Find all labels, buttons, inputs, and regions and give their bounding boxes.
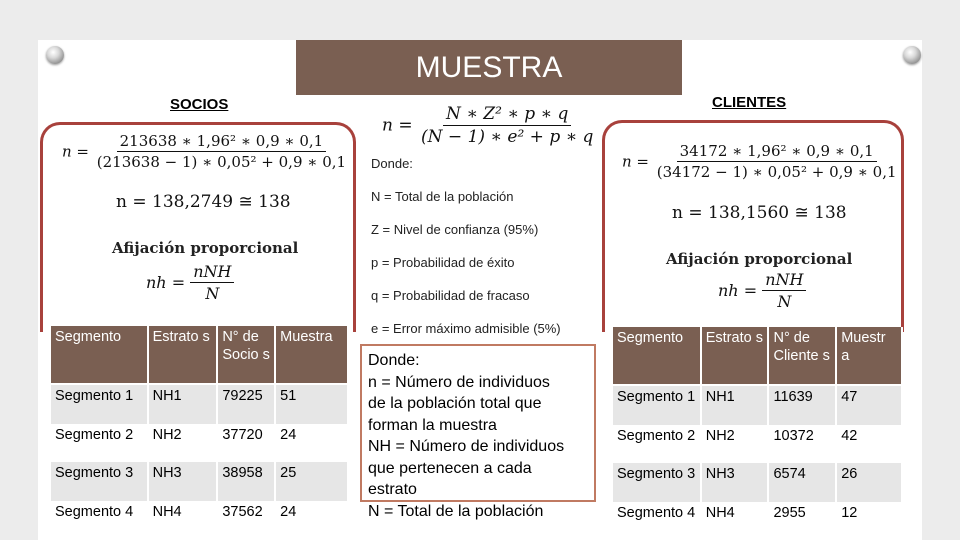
- clientes-afijacion: Afijación proporcional: [666, 250, 853, 268]
- clientes-nh-formula: nh = $\frac{\text{nNH}}{N}$: [718, 270, 806, 311]
- table-cell: Segmento 3: [51, 462, 148, 501]
- table-cell: 24: [275, 501, 348, 540]
- general-formula: n = $\frac{\text{N ∗ Z² ∗ p ∗ q}}{\text{(N − 1) ∗ e² + p ∗ q}}$: [382, 104, 594, 147]
- header-cell: Estrato s: [701, 327, 769, 385]
- definition-donde: Donde:: [371, 156, 413, 171]
- table-cell: Segmento 2: [613, 425, 701, 463]
- header-cell: Estrato s: [148, 326, 218, 384]
- table-cell: 24: [275, 424, 348, 462]
- table-row: [613, 502, 902, 540]
- socios-nh-formula: nh = $\frac{\text{nNH}}{N}$: [146, 262, 234, 303]
- table-row: [51, 424, 348, 462]
- table-cell: 38958: [217, 462, 275, 501]
- donde-box: [360, 344, 596, 520]
- table-row: [613, 463, 902, 502]
- table-row: [613, 425, 902, 463]
- header-cell: Segmento: [613, 327, 701, 385]
- header-cell: N° de Socio s: [217, 326, 275, 384]
- table-cell: 6574: [768, 463, 836, 502]
- donde-line: Donde:: [368, 352, 420, 369]
- table-cell: Segmento 4: [51, 501, 148, 540]
- clientes-label: CLIENTES: [712, 94, 787, 111]
- table-cell: NH3: [148, 462, 218, 501]
- donde-line: que pertenecen a cada: [368, 459, 532, 477]
- table-cell: NH3: [701, 463, 769, 502]
- clientes-result: n = 138,1560 ≅ 138: [672, 203, 847, 223]
- table-cell: Segmento 1: [51, 384, 148, 424]
- definition-p: p = Probabilidad de éxito: [371, 255, 515, 270]
- definition-e: e = Error máximo admisible (5%): [371, 321, 561, 336]
- pin-icon: [903, 46, 921, 64]
- table-cell: NH4: [148, 501, 218, 540]
- table-cell: 37562: [217, 501, 275, 540]
- socios-formula: n = $\frac{\text{213638 ∗ 1,96² ∗ 0,9 ∗ 0,1}}{\text{(213638 − 1) ∗ 0,05² + 0,9 ∗ 0,1}}$: [62, 132, 347, 171]
- table-cell: 10372: [768, 425, 836, 463]
- table-cell: 42: [836, 425, 902, 463]
- table-cell: Segmento 4: [613, 502, 701, 540]
- header-cell: N° de Cliente s: [768, 327, 836, 385]
- table-cell: NH4: [701, 502, 769, 540]
- donde-line: estrato: [368, 481, 417, 498]
- table-cell: NH1: [148, 384, 218, 424]
- donde-line: n = Número de individuos: [368, 373, 550, 391]
- table-row: [51, 462, 348, 501]
- table-cell: 79225: [217, 384, 275, 424]
- donde-line: NH = Número de individuos: [368, 438, 565, 455]
- table-cell: 26: [836, 463, 902, 502]
- donde-line: de la población total que: [368, 395, 542, 412]
- table-cell: 25: [275, 462, 348, 501]
- clientes-table: [613, 327, 903, 540]
- table-header: [613, 327, 902, 385]
- header-cell: Muestra: [275, 326, 348, 384]
- definition-q: q = Probabilidad de fracaso: [371, 288, 530, 303]
- table-header: [51, 326, 348, 384]
- donde-line: N = Total de la población: [368, 502, 544, 520]
- table-cell: Segmento 3: [613, 463, 701, 502]
- table-cell: 37720: [217, 424, 275, 462]
- definition-z: Z = Nivel de confianza (95%): [371, 222, 539, 237]
- header-cell: Segmento: [51, 326, 148, 384]
- donde-line: forman la muestra: [368, 416, 497, 434]
- definition-n: N = Total de la población: [371, 189, 514, 204]
- socios-table: [51, 326, 349, 540]
- table-row: [51, 501, 348, 540]
- table-cell: 47: [836, 385, 902, 425]
- table-cell: 11639: [768, 385, 836, 425]
- socios-label: SOCIOS: [170, 96, 229, 113]
- table-row: [613, 385, 902, 425]
- table-cell: 2955: [768, 502, 836, 540]
- header-cell: Muestr a: [836, 327, 902, 385]
- table-cell: 51: [275, 384, 348, 424]
- socios-afijacion: Afijación proporcional: [112, 239, 299, 257]
- table-cell: NH2: [148, 424, 218, 462]
- socios-result: n = 138,2749 ≅ 138: [116, 192, 291, 212]
- table-cell: NH2: [701, 425, 769, 463]
- page-title: MUESTRA: [296, 40, 682, 95]
- table-cell: Segmento 2: [51, 424, 148, 462]
- table-row: [51, 384, 348, 424]
- table-cell: NH1: [701, 385, 769, 425]
- table-cell: 12: [836, 502, 902, 540]
- table-cell: Segmento 1: [613, 385, 701, 425]
- pin-icon: [46, 46, 64, 64]
- clientes-formula: n = $\frac{\text{34172 ∗ 1,96² ∗ 0,9 ∗ 0,1}}{\text{(34172 − 1) ∗ 0,05² + 0,9 ∗ 0,1}}$: [622, 142, 897, 181]
